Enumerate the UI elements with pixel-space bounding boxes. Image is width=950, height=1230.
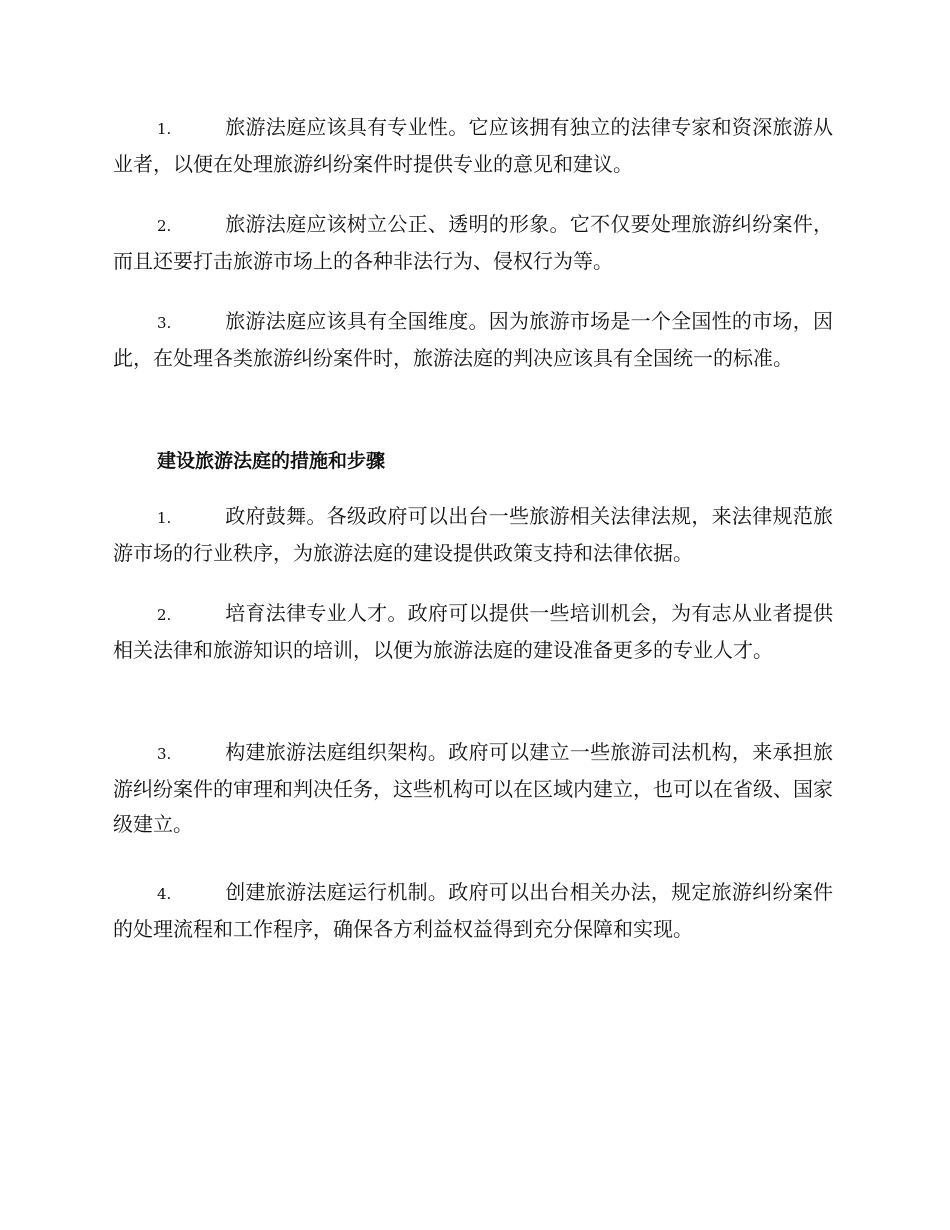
list-item bbox=[113, 304, 833, 376]
list-item-text: 创建旅游法庭运行机制。政府可以出台相关办法，规定旅游纠纷案件的处理流程和工作程序，确保各方利益权益得到充分保障和实现。 bbox=[113, 880, 833, 941]
list-item bbox=[113, 207, 833, 279]
list-item-number: 2. bbox=[157, 217, 172, 235]
list-item-text: 构建旅游法庭组织架构。政府可以建立一些旅游司法机构，来承担旅游纠纷案件的审理和判决任务，这些机构可以在区域内建立，也可以在省级、国家级建立。 bbox=[113, 740, 833, 836]
list-item bbox=[113, 110, 833, 182]
list-item bbox=[113, 735, 833, 842]
list-item-number: 1. bbox=[157, 120, 172, 138]
list-item-text: 旅游法庭应该树立公正、透明的形象。它不仅要处理旅游纠纷案件，而且还要打击旅游市场上的各种非法行为、侵权行为等。 bbox=[113, 212, 833, 273]
list-item bbox=[113, 875, 833, 947]
list-item-number: 1. bbox=[157, 509, 172, 527]
list-item-number: 3. bbox=[157, 314, 172, 332]
list-item-text: 培育法律专业人才。政府可以提供一些培训机会，为有志从业者提供相关法律和旅游知识的培训，以便为旅游法庭的建设准备更多的专业人才。 bbox=[113, 601, 833, 662]
list-item-text: 旅游法庭应该具有全国维度。因为旅游市场是一个全国性的市场，因此，在处理各类旅游纠纷案件时，旅游法庭的判决应该具有全国统一的标准。 bbox=[113, 309, 833, 370]
list-item-number: 3. bbox=[157, 745, 172, 763]
list-item bbox=[113, 499, 833, 571]
list-item-number: 2. bbox=[157, 606, 172, 624]
list-item-text: 政府鼓舞。各级政府可以出台一些旅游相关法律法规，来法律规范旅游市场的行业秩序，为旅游法庭的建设提供政策支持和法律依据。 bbox=[113, 504, 833, 565]
list-item-text: 旅游法庭应该具有专业性。它应该拥有独立的法律专家和资深旅游从业者，以便在处理旅游纠纷案件时提供专业的意见和建议。 bbox=[113, 115, 833, 176]
list-item-number: 4. bbox=[157, 885, 172, 903]
section-heading: 建设旅游法庭的措施和步骤 bbox=[157, 450, 386, 472]
list-item bbox=[113, 596, 833, 668]
